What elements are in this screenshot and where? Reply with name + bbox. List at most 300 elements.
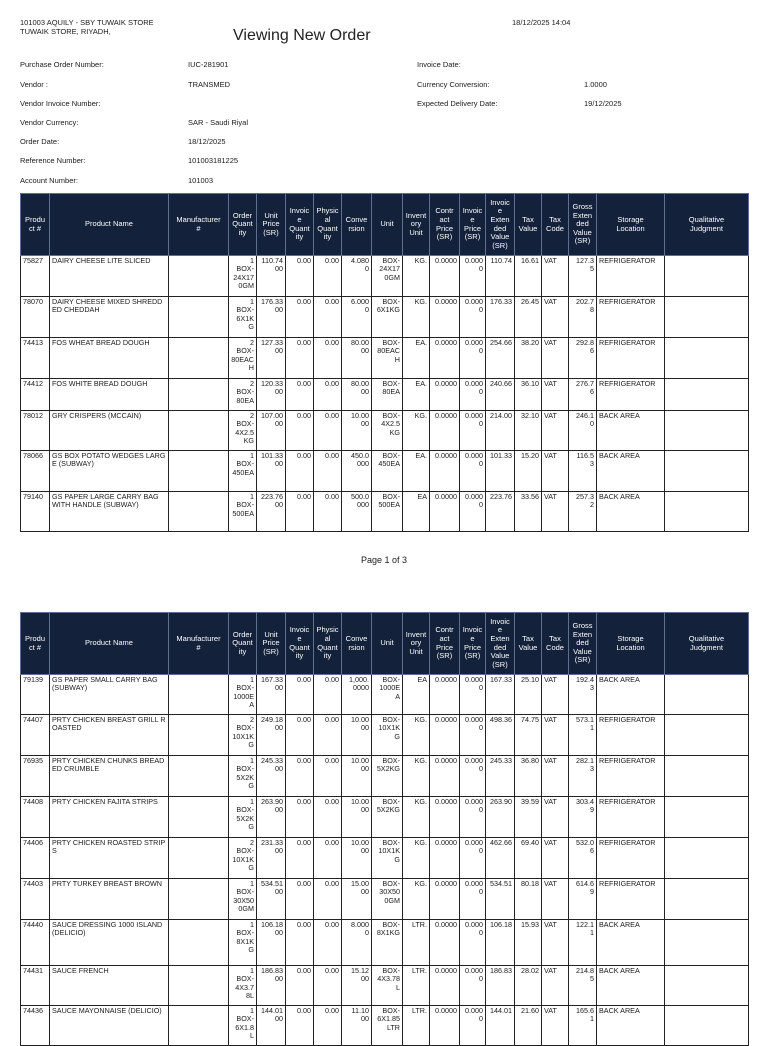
table-row <box>21 451 749 492</box>
cell-gross-extended-value: 276.7 6 <box>569 379 597 411</box>
cell-unit: BOX- 8X1KG <box>372 920 403 966</box>
cell-contract-price: 0.0000 <box>430 492 460 532</box>
cell-inventory-unit: KG. <box>403 256 430 297</box>
cell-order-quantity: 1 BOX- 8X1K G <box>229 920 257 966</box>
cell-tax-value: 33.56 <box>515 492 542 532</box>
cell-product-number: 74408 <box>21 797 50 838</box>
table-row <box>21 797 749 838</box>
cell-storage-location: BACK AREA <box>597 1006 665 1046</box>
cell-storage-location: REFRIGERATOR <box>597 338 665 379</box>
cell-product-name: GS PAPER SMALL CARRY BAG (SUBWAY) <box>50 675 169 715</box>
cell-storage-location: REFRIGERATOR <box>597 715 665 756</box>
table-row <box>21 756 749 797</box>
column-header-invoice-price: Invoic e Price (SR) <box>460 613 486 675</box>
cell-unit-price: 223.76 00 <box>257 492 286 532</box>
cell-product-number: 74403 <box>21 879 50 920</box>
cell-tax-code: VAT <box>542 966 569 1006</box>
cell-storage-location: BACK AREA <box>597 675 665 715</box>
cell-manufacturer-number <box>169 838 229 879</box>
cell-tax-code: VAT <box>542 797 569 838</box>
cell-order-quantity: 1 BOX- 6X1K G <box>229 297 257 338</box>
cell-tax-value: 69.40 <box>515 838 542 879</box>
cell-invoice-price: 0.000 0 <box>460 756 486 797</box>
cell-invoice-price: 0.000 0 <box>460 256 486 297</box>
cell-unit-price: 107.00 00 <box>257 411 286 451</box>
cell-contract-price: 0.0000 <box>430 297 460 338</box>
cell-unit: BOX- 30X50 0GM <box>372 879 403 920</box>
column-header-gross-extended-value: Gross Exten ded Value (SR) <box>569 194 597 256</box>
cell-order-quantity: 1 BOX- 6X1.8 L <box>229 1006 257 1046</box>
cell-manufacturer-number <box>169 797 229 838</box>
cell-qualitative-judgment <box>665 920 749 966</box>
cell-invoice-quantity: 0.00 <box>286 756 314 797</box>
invoice-date-label: Invoice Date: <box>417 60 461 69</box>
cell-manufacturer-number <box>169 920 229 966</box>
cell-inventory-unit: KG. <box>403 838 430 879</box>
cell-conversion: 10.00 00 <box>342 756 372 797</box>
cell-inventory-unit: EA <box>403 675 430 715</box>
cell-gross-extended-value: 214.8 5 <box>569 966 597 1006</box>
cell-qualitative-judgment <box>665 675 749 715</box>
cell-order-quantity: 2 BOX- 10X1K G <box>229 838 257 879</box>
cell-manufacturer-number <box>169 379 229 411</box>
cell-order-quantity: 2 BOX- 80EA <box>229 379 257 411</box>
cell-conversion: 8.000 0 <box>342 920 372 966</box>
table-row <box>21 411 749 451</box>
cell-tax-code: VAT <box>542 675 569 715</box>
table-row <box>21 338 749 379</box>
cell-product-name: FOS WHITE BREAD DOUGH <box>50 379 169 411</box>
vendor-invoice-number-label: Vendor Invoice Number: <box>20 99 101 108</box>
cell-storage-location: REFRIGERATOR <box>597 756 665 797</box>
cell-tax-value: 80.18 <box>515 879 542 920</box>
cell-tax-code: VAT <box>542 338 569 379</box>
table-row <box>21 966 749 1006</box>
cell-tax-value: 74.75 <box>515 715 542 756</box>
cell-physical-quantity: 0.00 <box>314 838 342 879</box>
table-row <box>21 879 749 920</box>
cell-invoice-price: 0.000 0 <box>460 1006 486 1046</box>
cell-invoice-extended-value: 534.51 <box>486 879 515 920</box>
cell-product-number: 75827 <box>21 256 50 297</box>
cell-conversion: 4.080 0 <box>342 256 372 297</box>
cell-inventory-unit: EA. <box>403 338 430 379</box>
column-header-invoice-quantity: Invoic e Quant ity <box>286 613 314 675</box>
cell-product-name: PRTY TURKEY BREAST BROWN <box>50 879 169 920</box>
column-header-invoice-extended-value: Invoic e Exten ded Value (SR) <box>486 194 515 256</box>
cell-physical-quantity: 0.00 <box>314 920 342 966</box>
cell-product-number: 78012 <box>21 411 50 451</box>
cell-manufacturer-number <box>169 1006 229 1046</box>
cell-invoice-extended-value: 101.33 <box>486 451 515 492</box>
cell-invoice-price: 0.000 0 <box>460 411 486 451</box>
column-header-manufacturer-number: Manufacturer # <box>169 194 229 256</box>
cell-physical-quantity: 0.00 <box>314 1006 342 1046</box>
cell-tax-code: VAT <box>542 838 569 879</box>
vendor-label: Vendor : <box>20 80 48 89</box>
cell-qualitative-judgment <box>665 756 749 797</box>
cell-invoice-price: 0.000 0 <box>460 338 486 379</box>
cell-invoice-quantity: 0.00 <box>286 797 314 838</box>
cell-conversion: 6.000 0 <box>342 297 372 338</box>
cell-qualitative-judgment <box>665 966 749 1006</box>
cell-physical-quantity: 0.00 <box>314 966 342 1006</box>
store-line-2: TUWAIK STORE, RIYADH, <box>20 27 111 36</box>
cell-conversion: 80.00 00 <box>342 379 372 411</box>
cell-invoice-quantity: 0.00 <box>286 411 314 451</box>
cell-storage-location: BACK AREA <box>597 966 665 1006</box>
cell-invoice-extended-value: 110.74 <box>486 256 515 297</box>
cell-physical-quantity: 0.00 <box>314 715 342 756</box>
cell-contract-price: 0.0000 <box>430 338 460 379</box>
cell-qualitative-judgment <box>665 838 749 879</box>
cell-contract-price: 0.0000 <box>430 379 460 411</box>
cell-invoice-quantity: 0.00 <box>286 451 314 492</box>
cell-gross-extended-value: 292.8 6 <box>569 338 597 379</box>
order-date-label: Order Date: <box>20 137 60 146</box>
cell-gross-extended-value: 614.6 9 <box>569 879 597 920</box>
cell-storage-location: REFRIGERATOR <box>597 838 665 879</box>
cell-qualitative-judgment <box>665 411 749 451</box>
report-timestamp: 18/12/2025 14:04 <box>512 18 571 27</box>
column-header-contract-price: Contr act Price (SR) <box>430 613 460 675</box>
cell-storage-location: REFRIGERATOR <box>597 256 665 297</box>
cell-unit-price: 167.33 00 <box>257 675 286 715</box>
cell-manufacturer-number <box>169 451 229 492</box>
vendor-currency-label: Vendor Currency: <box>20 118 79 127</box>
cell-unit: BOX- 6X1.85 LTR <box>372 1006 403 1046</box>
reference-number-label: Reference Number: <box>20 156 86 165</box>
column-header-inventory-unit: Invent ory Unit <box>403 194 430 256</box>
table-row <box>21 379 749 411</box>
column-header-conversion: Conve rsion <box>342 613 372 675</box>
cell-invoice-quantity: 0.00 <box>286 1006 314 1046</box>
cell-physical-quantity: 0.00 <box>314 338 342 379</box>
cell-physical-quantity: 0.00 <box>314 675 342 715</box>
column-header-physical-quantity: Physic al Quant ity <box>314 613 342 675</box>
cell-qualitative-judgment <box>665 879 749 920</box>
column-header-storage-location: Storage Location <box>597 194 665 256</box>
cell-unit: BOX- 5X2KG <box>372 797 403 838</box>
cell-tax-value: 38.20 <box>515 338 542 379</box>
table-row <box>21 920 749 966</box>
cell-contract-price: 0.0000 <box>430 920 460 966</box>
cell-inventory-unit: EA. <box>403 379 430 411</box>
po-number-label: Purchase Order Number: <box>20 60 104 69</box>
cell-storage-location: BACK AREA <box>597 451 665 492</box>
column-header-conversion: Conve rsion <box>342 194 372 256</box>
cell-conversion: 10.00 00 <box>342 411 372 451</box>
cell-tax-code: VAT <box>542 297 569 338</box>
cell-tax-code: VAT <box>542 920 569 966</box>
cell-invoice-extended-value: 144.01 <box>486 1006 515 1046</box>
table-header-row <box>21 194 749 256</box>
cell-storage-location: REFRIGERATOR <box>597 379 665 411</box>
cell-unit: BOX- 10X1K G <box>372 838 403 879</box>
cell-product-name: DAIRY CHEESE MIXED SHREDDED CHEDDAH <box>50 297 169 338</box>
cell-contract-price: 0.0000 <box>430 756 460 797</box>
cell-storage-location: BACK AREA <box>597 411 665 451</box>
po-number-value: IUC-281901 <box>188 60 229 69</box>
cell-gross-extended-value: 282.1 3 <box>569 756 597 797</box>
column-header-invoice-price: Invoic e Price (SR) <box>460 194 486 256</box>
cell-unit: BOX- 4X3.78 L <box>372 966 403 1006</box>
cell-manufacturer-number <box>169 879 229 920</box>
cell-tax-value: 36.10 <box>515 379 542 411</box>
currency-conversion-value: 1.0000 <box>584 80 607 89</box>
column-header-product-name: Product Name <box>50 613 169 675</box>
cell-unit: BOX- 1000E A <box>372 675 403 715</box>
cell-manufacturer-number <box>169 256 229 297</box>
cell-unit-price: 245.33 00 <box>257 756 286 797</box>
cell-qualitative-judgment <box>665 1006 749 1046</box>
cell-gross-extended-value: 192.4 3 <box>569 675 597 715</box>
column-header-qualitative-judgment: Qualitative Judgment <box>665 613 749 675</box>
cell-conversion: 11.10 00 <box>342 1006 372 1046</box>
cell-inventory-unit: KG. <box>403 879 430 920</box>
cell-conversion: 1,000. 0000 <box>342 675 372 715</box>
cell-physical-quantity: 0.00 <box>314 451 342 492</box>
vendor-value: TRANSMED <box>188 80 231 89</box>
cell-contract-price: 0.0000 <box>430 411 460 451</box>
cell-product-name: SAUCE MAYONNAISE (DELICIO) <box>50 1006 169 1046</box>
cell-inventory-unit: KG. <box>403 756 430 797</box>
cell-qualitative-judgment <box>665 297 749 338</box>
cell-order-quantity: 2 BOX- 10X1K G <box>229 715 257 756</box>
cell-contract-price: 0.0000 <box>430 879 460 920</box>
cell-conversion: 10.00 00 <box>342 715 372 756</box>
cell-invoice-quantity: 0.00 <box>286 256 314 297</box>
cell-inventory-unit: LTR. <box>403 920 430 966</box>
cell-product-name: GS BOX POTATO WEDGES LARGE (SUBWAY) <box>50 451 169 492</box>
cell-invoice-quantity: 0.00 <box>286 675 314 715</box>
cell-invoice-price: 0.000 0 <box>460 879 486 920</box>
cell-invoice-price: 0.000 0 <box>460 797 486 838</box>
cell-physical-quantity: 0.00 <box>314 297 342 338</box>
vendor-currency-value: SAR - Saudi Riyal <box>188 118 249 127</box>
column-header-order-quantity: Order Quant ity <box>229 194 257 256</box>
expected-delivery-date-label: Expected Delivery Date: <box>417 99 498 108</box>
table-row <box>21 838 749 879</box>
cell-qualitative-judgment <box>665 715 749 756</box>
cell-inventory-unit: KG. <box>403 715 430 756</box>
cell-invoice-price: 0.000 0 <box>460 715 486 756</box>
expected-delivery-date-value: 19/12/2025 <box>584 99 622 108</box>
cell-order-quantity: 1 BOX- 5X2K G <box>229 797 257 838</box>
cell-order-quantity: 1 BOX- 450EA <box>229 451 257 492</box>
cell-invoice-price: 0.000 0 <box>460 675 486 715</box>
cell-unit-price: 186.83 00 <box>257 966 286 1006</box>
cell-gross-extended-value: 116.5 3 <box>569 451 597 492</box>
column-header-tax-code: Tax Code <box>542 194 569 256</box>
cell-invoice-extended-value: 176.33 <box>486 297 515 338</box>
table-row <box>21 256 749 297</box>
cell-invoice-quantity: 0.00 <box>286 715 314 756</box>
cell-product-name: GRY CRISPERS (MCCAIN) <box>50 411 169 451</box>
cell-unit: BOX- 24X17 0GM <box>372 256 403 297</box>
cell-qualitative-judgment <box>665 379 749 411</box>
cell-invoice-extended-value: 498.36 <box>486 715 515 756</box>
cell-invoice-price: 0.000 0 <box>460 492 486 532</box>
cell-manufacturer-number <box>169 756 229 797</box>
order-date-value: 18/12/2025 <box>188 137 226 146</box>
cell-product-name: SAUCE DRESSING 1000 ISLAND (DELICIO) <box>50 920 169 966</box>
cell-invoice-quantity: 0.00 <box>286 920 314 966</box>
cell-qualitative-judgment <box>665 338 749 379</box>
cell-product-number: 74406 <box>21 838 50 879</box>
cell-inventory-unit: KG. <box>403 297 430 338</box>
cell-inventory-unit: LTR. <box>403 966 430 1006</box>
column-header-storage-location: Storage Location <box>597 613 665 675</box>
cell-unit-price: 144.01 00 <box>257 1006 286 1046</box>
store-info <box>20 18 154 36</box>
cell-product-number: 74412 <box>21 379 50 411</box>
cell-tax-code: VAT <box>542 879 569 920</box>
cell-unit: BOX- 80EA <box>372 379 403 411</box>
cell-manufacturer-number <box>169 338 229 379</box>
cell-conversion: 500.0 000 <box>342 492 372 532</box>
cell-invoice-price: 0.000 0 <box>460 451 486 492</box>
cell-tax-code: VAT <box>542 256 569 297</box>
cell-product-name: PRTY CHICKEN CHUNKS BREADED CRUMBLE <box>50 756 169 797</box>
cell-gross-extended-value: 122.1 1 <box>569 920 597 966</box>
cell-product-number: 78070 <box>21 297 50 338</box>
cell-unit: BOX- 450EA <box>372 451 403 492</box>
cell-order-quantity: 2 BOX- 80EAC H <box>229 338 257 379</box>
cell-contract-price: 0.0000 <box>430 675 460 715</box>
cell-physical-quantity: 0.00 <box>314 492 342 532</box>
cell-tax-value: 21.60 <box>515 1006 542 1046</box>
cell-tax-value: 15.93 <box>515 920 542 966</box>
cell-tax-value: 25.10 <box>515 675 542 715</box>
cell-gross-extended-value: 202.7 8 <box>569 297 597 338</box>
cell-inventory-unit: EA <box>403 492 430 532</box>
cell-invoice-extended-value: 106.18 <box>486 920 515 966</box>
cell-storage-location: BACK AREA <box>597 920 665 966</box>
cell-physical-quantity: 0.00 <box>314 256 342 297</box>
cell-inventory-unit: KG. <box>403 797 430 838</box>
cell-tax-code: VAT <box>542 451 569 492</box>
cell-tax-code: VAT <box>542 379 569 411</box>
cell-unit-price: 534.51 00 <box>257 879 286 920</box>
cell-product-name: FOS WHEAT BREAD DOUGH <box>50 338 169 379</box>
cell-product-number: 79140 <box>21 492 50 532</box>
cell-unit: BOX- 10X1K G <box>372 715 403 756</box>
column-header-gross-extended-value: Gross Exten ded Value (SR) <box>569 613 597 675</box>
cell-invoice-quantity: 0.00 <box>286 966 314 1006</box>
cell-contract-price: 0.0000 <box>430 838 460 879</box>
cell-gross-extended-value: 573.1 1 <box>569 715 597 756</box>
cell-conversion: 450.0 000 <box>342 451 372 492</box>
cell-conversion: 15.00 00 <box>342 879 372 920</box>
cell-tax-value: 32.10 <box>515 411 542 451</box>
cell-order-quantity: 1 BOX- 5X2K G <box>229 756 257 797</box>
store-line-1: 101003 AQUILY - SBY TUWAIK STORE <box>20 18 154 27</box>
cell-invoice-extended-value: 167.33 <box>486 675 515 715</box>
cell-unit-price: 231.33 00 <box>257 838 286 879</box>
table-header-row <box>21 613 749 675</box>
cell-product-number: 74431 <box>21 966 50 1006</box>
cell-invoice-extended-value: 245.33 <box>486 756 515 797</box>
column-header-unit: Unit <box>372 194 403 256</box>
cell-product-name: PRTY CHICKEN FAJITA STRIPS <box>50 797 169 838</box>
cell-contract-price: 0.0000 <box>430 715 460 756</box>
cell-gross-extended-value: 532.0 6 <box>569 838 597 879</box>
column-header-product-number: Produ ct # <box>21 613 50 675</box>
table-row <box>21 715 749 756</box>
column-header-qualitative-judgment: Qualitative Judgment <box>665 194 749 256</box>
cell-qualitative-judgment <box>665 256 749 297</box>
cell-unit-price: 110.74 00 <box>257 256 286 297</box>
cell-order-quantity: 1 BOX- 30X50 0GM <box>229 879 257 920</box>
cell-physical-quantity: 0.00 <box>314 797 342 838</box>
cell-invoice-extended-value: 240.66 <box>486 379 515 411</box>
column-header-product-number: Produ ct # <box>21 194 50 256</box>
cell-unit: BOX- 500EA <box>372 492 403 532</box>
cell-physical-quantity: 0.00 <box>314 411 342 451</box>
cell-contract-price: 0.0000 <box>430 1006 460 1046</box>
cell-unit-price: 101.33 00 <box>257 451 286 492</box>
cell-manufacturer-number <box>169 492 229 532</box>
cell-inventory-unit: EA. <box>403 451 430 492</box>
cell-invoice-extended-value: 254.66 <box>486 338 515 379</box>
cell-gross-extended-value: 246.1 0 <box>569 411 597 451</box>
cell-unit: BOX- 4X2.5 KG <box>372 411 403 451</box>
cell-unit: BOX- 6X1KG <box>372 297 403 338</box>
page-indicator: Page 1 of 3 <box>360 555 408 565</box>
column-header-contract-price: Contr act Price (SR) <box>430 194 460 256</box>
cell-product-number: 74436 <box>21 1006 50 1046</box>
account-number-value: 101003 <box>188 176 214 185</box>
cell-invoice-price: 0.000 0 <box>460 379 486 411</box>
cell-storage-location: REFRIGERATOR <box>597 297 665 338</box>
cell-inventory-unit: KG. <box>403 411 430 451</box>
cell-product-number: 79139 <box>21 675 50 715</box>
table-row <box>21 297 749 338</box>
cell-contract-price: 0.0000 <box>430 966 460 1006</box>
cell-tax-code: VAT <box>542 492 569 532</box>
cell-inventory-unit: LTR. <box>403 1006 430 1046</box>
column-header-invoice-extended-value: Invoic e Exten ded Value (SR) <box>486 613 515 675</box>
cell-product-number: 74440 <box>21 920 50 966</box>
cell-manufacturer-number <box>169 297 229 338</box>
column-header-invoice-quantity: Invoic e Quant ity <box>286 194 314 256</box>
order-lines-table-page-2 <box>20 612 749 1046</box>
cell-product-name: PRTY CHICKEN BREAST GRILL ROASTED <box>50 715 169 756</box>
cell-contract-price: 0.0000 <box>430 256 460 297</box>
cell-invoice-price: 0.000 0 <box>460 966 486 1006</box>
cell-qualitative-judgment <box>665 451 749 492</box>
cell-conversion: 10.00 00 <box>342 838 372 879</box>
cell-physical-quantity: 0.00 <box>314 879 342 920</box>
cell-conversion: 10.00 00 <box>342 797 372 838</box>
cell-invoice-extended-value: 223.76 <box>486 492 515 532</box>
cell-invoice-quantity: 0.00 <box>286 838 314 879</box>
cell-invoice-price: 0.000 0 <box>460 838 486 879</box>
cell-invoice-extended-value: 186.83 <box>486 966 515 1006</box>
cell-physical-quantity: 0.00 <box>314 756 342 797</box>
account-number-label: Account Number: <box>20 176 78 185</box>
cell-storage-location: BACK AREA <box>597 492 665 532</box>
cell-product-name: PRTY CHICKEN ROASTED STRIPS <box>50 838 169 879</box>
cell-tax-value: 36.80 <box>515 756 542 797</box>
cell-product-number: 74413 <box>21 338 50 379</box>
cell-manufacturer-number <box>169 675 229 715</box>
cell-tax-code: VAT <box>542 1006 569 1046</box>
cell-unit-price: 106.18 00 <box>257 920 286 966</box>
cell-product-number: 78066 <box>21 451 50 492</box>
cell-invoice-quantity: 0.00 <box>286 492 314 532</box>
